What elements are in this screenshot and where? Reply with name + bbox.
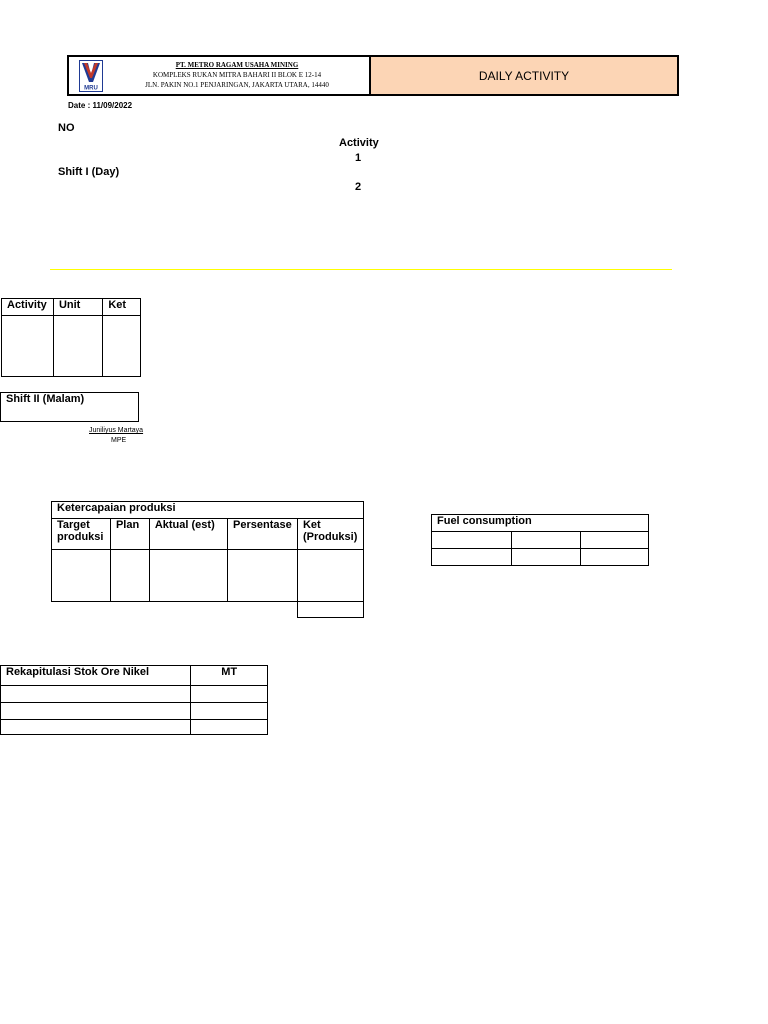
- activity-table: [1, 298, 141, 377]
- stock-title: Rekapitulasi Stok Ore Nikel: [1, 666, 191, 686]
- fuel-cell[interactable]: [511, 549, 581, 566]
- company-address-line2: JLN. PAKIN NO.1 PENJARINGAN, JAKARTA UTARA, 14440: [145, 81, 329, 89]
- shift2-label: Shift II (Malam): [1, 393, 139, 422]
- company-address-line1: KOMPLEKS RUKAN MITRA BAHARI II BLOK E 12-14: [152, 71, 322, 79]
- stock-unit: MT: [191, 666, 268, 686]
- company-name: PT. METRO RAGAM USAHA MINING: [175, 61, 299, 69]
- ket-header: Ket: [103, 299, 141, 316]
- unit-cell[interactable]: [53, 316, 102, 377]
- activity-number-1: 1: [355, 152, 362, 164]
- persentase-header: Persentase: [228, 519, 298, 550]
- fuel-table: [431, 514, 649, 566]
- production-table: [51, 501, 364, 602]
- stock-cell[interactable]: [1, 720, 191, 735]
- signature-name: Juniliyus Martaya: [89, 427, 144, 434]
- stock-table: [0, 665, 268, 735]
- activity-cell[interactable]: [2, 316, 54, 377]
- company-text: [109, 60, 365, 90]
- production-title: Ketercapaian produksi: [52, 502, 364, 519]
- target-cell[interactable]: [52, 550, 111, 602]
- shift1-label: Shift I (Day): [58, 166, 120, 178]
- company-info: [69, 57, 371, 94]
- ket-produksi-header: Ket (Produksi): [297, 519, 363, 550]
- company-logo: [79, 60, 103, 92]
- mru-logo-icon: [80, 61, 102, 91]
- fuel-title: Fuel consumption: [432, 515, 649, 532]
- persentase-cell[interactable]: [228, 550, 298, 602]
- fuel-cell[interactable]: [581, 532, 649, 549]
- activity-header: Activity: [2, 299, 54, 316]
- activity-number-2: 2: [355, 181, 362, 193]
- stock-cell[interactable]: [1, 703, 191, 720]
- document-title: DAILY ACTIVITY: [371, 57, 677, 94]
- fuel-cell[interactable]: [432, 549, 512, 566]
- target-header: Target produksi: [52, 519, 111, 550]
- production-extra-cell[interactable]: [297, 601, 364, 618]
- fuel-cell[interactable]: [581, 549, 649, 566]
- date-label: Date : 11/09/2022: [68, 101, 133, 110]
- stock-cell[interactable]: [1, 686, 191, 703]
- activity-label: Activity: [339, 137, 379, 149]
- shift2-box: [0, 392, 139, 422]
- no-label: NO: [58, 122, 75, 134]
- plan-cell[interactable]: [110, 550, 149, 602]
- ket-produksi-cell[interactable]: [297, 550, 363, 602]
- logo-text: MRU: [84, 85, 98, 91]
- stock-cell[interactable]: [191, 720, 268, 735]
- aktual-header: Aktual (est): [149, 519, 227, 550]
- aktual-cell[interactable]: [149, 550, 227, 602]
- yellow-divider: [50, 269, 672, 270]
- document-header: [67, 55, 679, 96]
- signature-role: MPE: [111, 437, 127, 444]
- stock-cell[interactable]: [191, 703, 268, 720]
- stock-cell[interactable]: [191, 686, 268, 703]
- plan-header: Plan: [110, 519, 149, 550]
- ket-cell[interactable]: [103, 316, 141, 377]
- fuel-cell[interactable]: [511, 532, 581, 549]
- unit-header: Unit: [53, 299, 102, 316]
- fuel-cell[interactable]: [432, 532, 512, 549]
